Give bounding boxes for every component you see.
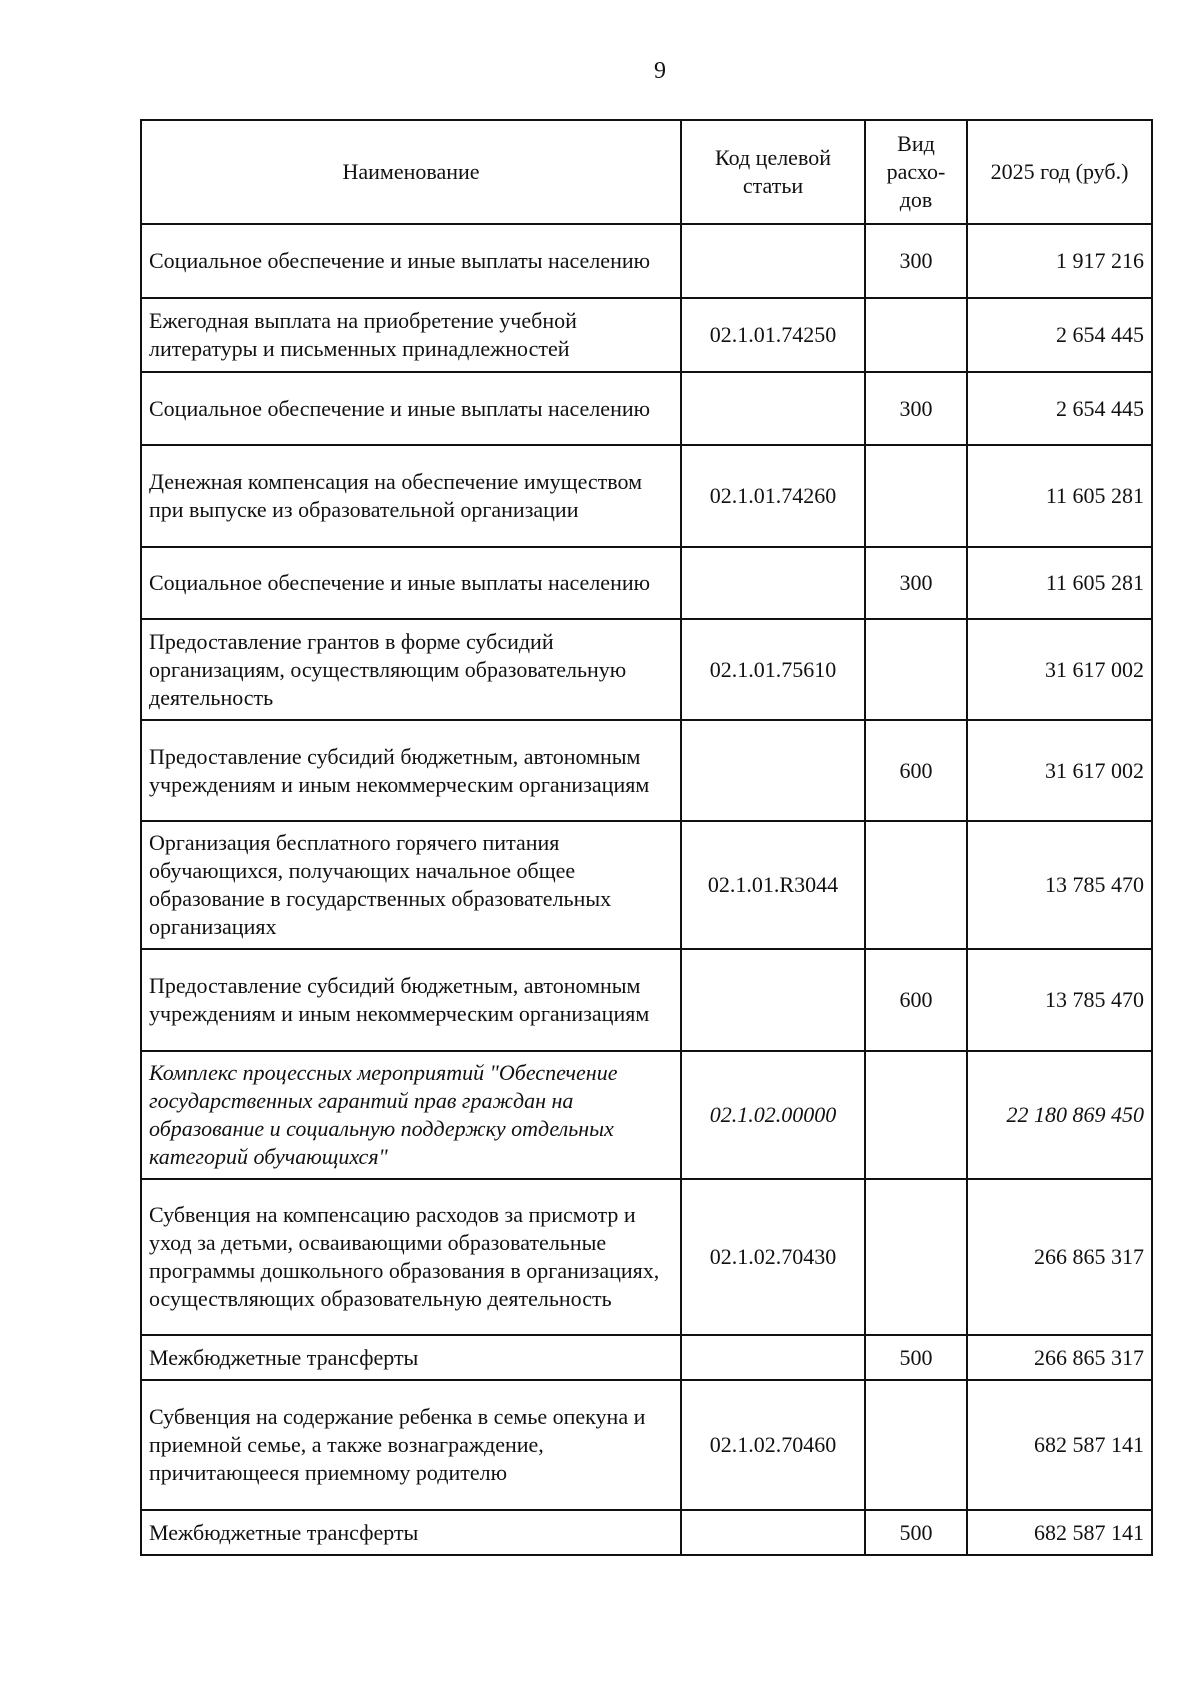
row-amount-cell: 13 785 470 xyxy=(967,949,1152,1051)
header-type: Вид расхо-дов xyxy=(865,120,967,224)
row-amount-cell: 11 605 281 xyxy=(967,547,1152,619)
row-name-cell: Ежегодная выплата на приобретение учебной литературы и письменных принадлежностей xyxy=(141,298,681,372)
row-code-cell xyxy=(681,1335,865,1380)
table-row xyxy=(141,1179,1152,1335)
table-row xyxy=(141,445,1152,547)
table-row xyxy=(141,949,1152,1051)
row-code-cell: 02.1.01.75610 xyxy=(681,619,865,720)
row-code-cell xyxy=(681,547,865,619)
table-row xyxy=(141,821,1152,949)
row-code-cell: 02.1.01.R3044 xyxy=(681,821,865,949)
row-name-cell: Социальное обеспечение и иные выплаты населению xyxy=(141,372,681,445)
row-amount-cell: 1 917 216 xyxy=(967,224,1152,298)
row-name-cell: Организация бесплатного горячего питания обучающихся, получающих начальное общее образование в государственных образовательных организациях xyxy=(141,821,681,949)
row-name-cell: Предоставление грантов в форме субсидий организациям, осуществляющим образовательную деятельность xyxy=(141,619,681,720)
row-name-cell: Предоставление субсидий бюджетным, автономным учреждениям и иным некоммерческим организациям xyxy=(141,720,681,821)
page-number: 9 xyxy=(654,58,666,84)
row-amount-cell: 11 605 281 xyxy=(967,445,1152,547)
row-amount-cell: 2 654 445 xyxy=(967,298,1152,372)
header-name: Наименование xyxy=(141,120,681,224)
row-code-cell: 02.1.01.74250 xyxy=(681,298,865,372)
row-name-cell: Субвенция на компенсацию расходов за присмотр и уход за детьми, осваивающими образовательные программы дошкольного образования в организациях, осуществляющих образовательную деятельность xyxy=(141,1179,681,1335)
row-type-cell: 500 xyxy=(865,1335,967,1380)
row-type-cell xyxy=(865,821,967,949)
row-name-cell: Денежная компенсация на обеспечение имуществом при выпуске из образовательной организации xyxy=(141,445,681,547)
table-row xyxy=(141,619,1152,720)
row-code-cell: 02.1.02.70430 xyxy=(681,1179,865,1335)
row-name-cell: Межбюджетные трансферты xyxy=(141,1335,681,1380)
row-amount-cell: 266 865 317 xyxy=(967,1335,1152,1380)
row-type-cell: 300 xyxy=(865,547,967,619)
row-amount-cell: 31 617 002 xyxy=(967,619,1152,720)
row-name-cell: Предоставление субсидий бюджетным, автономным учреждениям и иным некоммерческим организациям xyxy=(141,949,681,1051)
row-code-cell xyxy=(681,372,865,445)
row-code-cell: 02.1.02.00000 xyxy=(681,1051,865,1179)
table-row xyxy=(141,1051,1152,1179)
table-row xyxy=(141,1380,1152,1510)
row-amount-cell: 266 865 317 xyxy=(967,1179,1152,1335)
row-amount-cell: 682 587 141 xyxy=(967,1510,1152,1555)
row-amount-cell: 682 587 141 xyxy=(967,1380,1152,1510)
table-row xyxy=(141,298,1152,372)
header-code: Код целевой статьи xyxy=(681,120,865,224)
row-type-cell: 300 xyxy=(865,224,967,298)
row-name-cell: Комплекс процессных мероприятий "Обеспечение государственных гарантий прав граждан на образование и социальную поддержку отдельных категорий обучающихся" xyxy=(141,1051,681,1179)
row-type-cell xyxy=(865,298,967,372)
row-type-cell xyxy=(865,445,967,547)
row-type-cell: 600 xyxy=(865,949,967,1051)
row-name-cell: Субвенция на содержание ребенка в семье опекуна и приемной семье, а также вознаграждение, причитающееся приемному родителю xyxy=(141,1380,681,1510)
row-type-cell: 500 xyxy=(865,1510,967,1555)
row-amount-cell: 31 617 002 xyxy=(967,720,1152,821)
row-type-cell: 300 xyxy=(865,372,967,445)
row-code-cell xyxy=(681,1510,865,1555)
row-type-cell xyxy=(865,1051,967,1179)
row-amount-cell: 22 180 869 450 xyxy=(967,1051,1152,1179)
row-name-cell: Межбюджетные трансферты xyxy=(141,1510,681,1555)
table-row xyxy=(141,1510,1152,1555)
row-amount-cell: 2 654 445 xyxy=(967,372,1152,445)
budget-table xyxy=(140,119,1153,1556)
table-row xyxy=(141,547,1152,619)
row-name-cell: Социальное обеспечение и иные выплаты населению xyxy=(141,547,681,619)
row-code-cell: 02.1.02.70460 xyxy=(681,1380,865,1510)
table-row xyxy=(141,720,1152,821)
table-row xyxy=(141,224,1152,298)
row-code-cell: 02.1.01.74260 xyxy=(681,445,865,547)
row-type-cell: 600 xyxy=(865,720,967,821)
header-amount: 2025 год (руб.) xyxy=(967,120,1152,224)
table-row xyxy=(141,1335,1152,1380)
row-type-cell xyxy=(865,619,967,720)
table-row xyxy=(141,372,1152,445)
table-header-row xyxy=(141,120,1152,224)
row-type-cell xyxy=(865,1179,967,1335)
row-name-cell: Социальное обеспечение и иные выплаты населению xyxy=(141,224,681,298)
table-body xyxy=(141,224,1152,1555)
row-amount-cell: 13 785 470 xyxy=(967,821,1152,949)
row-type-cell xyxy=(865,1380,967,1510)
row-code-cell xyxy=(681,224,865,298)
row-code-cell xyxy=(681,720,865,821)
row-code-cell xyxy=(681,949,865,1051)
